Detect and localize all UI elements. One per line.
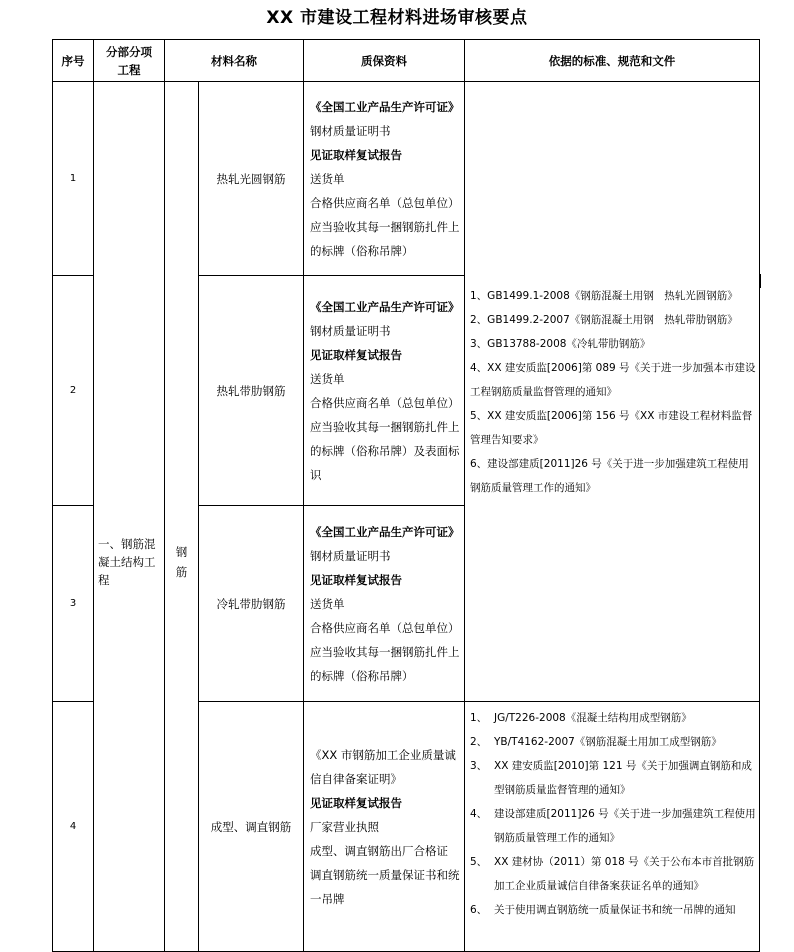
header-seq: 序号: [53, 40, 94, 82]
standard-item: 3、GB13788-2008《冷轧带肋钢筋》: [470, 337, 651, 350]
standard-item: 5、 XX 建材协（2011）第 018 号《关于公布本市首批钢筋加工企业质量诚信自律备案获证名单的通知》: [470, 856, 755, 892]
quality-item: 见证取样复试报告: [310, 795, 402, 810]
quality-item: 合格供应商名单（总包单位）: [310, 195, 460, 210]
header-quality: 质保资料: [304, 40, 465, 82]
material-name: 热轧光圆钢筋: [199, 82, 304, 276]
quality-item: 应当验收其每一捆钢筋扎件上的标牌（俗称吊牌）: [310, 644, 460, 683]
header-category: 分部分项工程: [94, 40, 165, 82]
material-name: 热轧带肋钢筋: [199, 276, 304, 506]
standards-row4-cell: [465, 702, 760, 952]
header-material: 材料名称: [165, 40, 304, 82]
quality-item: 送货单: [310, 371, 345, 386]
row-seq: 2: [53, 276, 94, 506]
review-table: [52, 39, 760, 952]
standard-item: 4、 建设部建质[2011]26 号《关于进一步加强建筑工程使用钢筋质量管理工作的通知》: [470, 808, 756, 844]
quality-item: 见证取样复试报告: [310, 147, 402, 162]
quality-item: 《全国工业产品生产许可证》: [310, 99, 460, 114]
page-title: XX 市建设工程材料进场审核要点: [266, 8, 528, 28]
material-group-cell: 钢筋: [165, 82, 199, 952]
standard-item: 1、 JG/T226-2008《混凝土结构用成型钢筋》: [470, 712, 692, 724]
quality-docs: [304, 82, 465, 276]
standard-item: 6、建设部建质[2011]26 号《关于进一步加强建筑工程使用钢筋质量管理工作的通知》: [470, 457, 749, 494]
quality-item: 钢材质量证明书: [310, 123, 391, 138]
standards-group-cell: [465, 82, 760, 702]
row-seq: 4: [53, 702, 94, 952]
header-row: [53, 40, 760, 82]
standard-item: 4、XX 建安质监[2006]第 089 号《关于进一步加强本市建设工程钢筋质量监督管理的通知》: [470, 361, 756, 398]
standard-item: 5、XX 建安质监[2006]第 156 号《XX 市建设工程材料监督管理告知要求》: [470, 409, 753, 446]
standard-item: 1、GB1499.1-2008《钢筋混凝土用钢 热轧光圆钢筋》: [470, 289, 738, 302]
quality-item: 应当验收其每一捆钢筋扎件上的标牌（俗称吊牌）及表面标识: [310, 419, 460, 482]
standard-item: 6、 关于使用调直钢筋统一质量保证书和统一吊牌的通知: [470, 904, 736, 916]
quality-item: 送货单: [310, 596, 345, 611]
standard-item: 2、 YB/T4162-2007《钢筋混凝土用加工成型钢筋》: [470, 736, 722, 748]
quality-item: 见证取样复试报告: [310, 347, 402, 362]
quality-item: 合格供应商名单（总包单位）: [310, 395, 460, 410]
standard-item: 2、GB1499.2-2007《钢筋混凝土用钢 热轧带肋钢筋》: [470, 313, 738, 326]
quality-item: 《XX 市钢筋加工企业质量诚信自律备案证明》: [310, 747, 456, 786]
quality-item: 调直钢筋统一质量保证书和统一吊牌: [310, 867, 460, 906]
page-edge-marker: [759, 274, 761, 288]
quality-item: 钢材质量证明书: [310, 548, 391, 563]
quality-item: 《全国工业产品生产许可证》: [310, 524, 460, 539]
quality-item: 合格供应商名单（总包单位）: [310, 620, 460, 635]
header-standards: 依据的标准、规范和文件: [465, 40, 760, 82]
quality-docs: [304, 276, 465, 506]
quality-item: 见证取样复试报告: [310, 572, 402, 587]
material-name: 冷轧带肋钢筋: [199, 506, 304, 702]
row-seq: 3: [53, 506, 94, 702]
quality-item: 成型、调直钢筋出厂合格证: [310, 843, 448, 858]
material-name: 成型、调直钢筋: [199, 702, 304, 952]
quality-item: 钢材质量证明书: [310, 323, 391, 338]
quality-item: 《全国工业产品生产许可证》: [310, 299, 460, 314]
standard-item: 3、 XX 建安质监[2010]第 121 号《关于加强调直钢筋和成型钢筋质量监督管理的通知》: [470, 760, 752, 796]
quality-item: 送货单: [310, 171, 345, 186]
category-cell: 一、钢筋混凝土结构工程: [94, 82, 165, 952]
quality-item: 厂家营业执照: [310, 819, 379, 834]
quality-docs: [304, 702, 465, 952]
quality-item: 应当验收其每一捆钢筋扎件上的标牌（俗称吊牌）: [310, 219, 460, 258]
row-seq: 1: [53, 82, 94, 276]
quality-docs: [304, 506, 465, 702]
table-row: [53, 82, 760, 276]
